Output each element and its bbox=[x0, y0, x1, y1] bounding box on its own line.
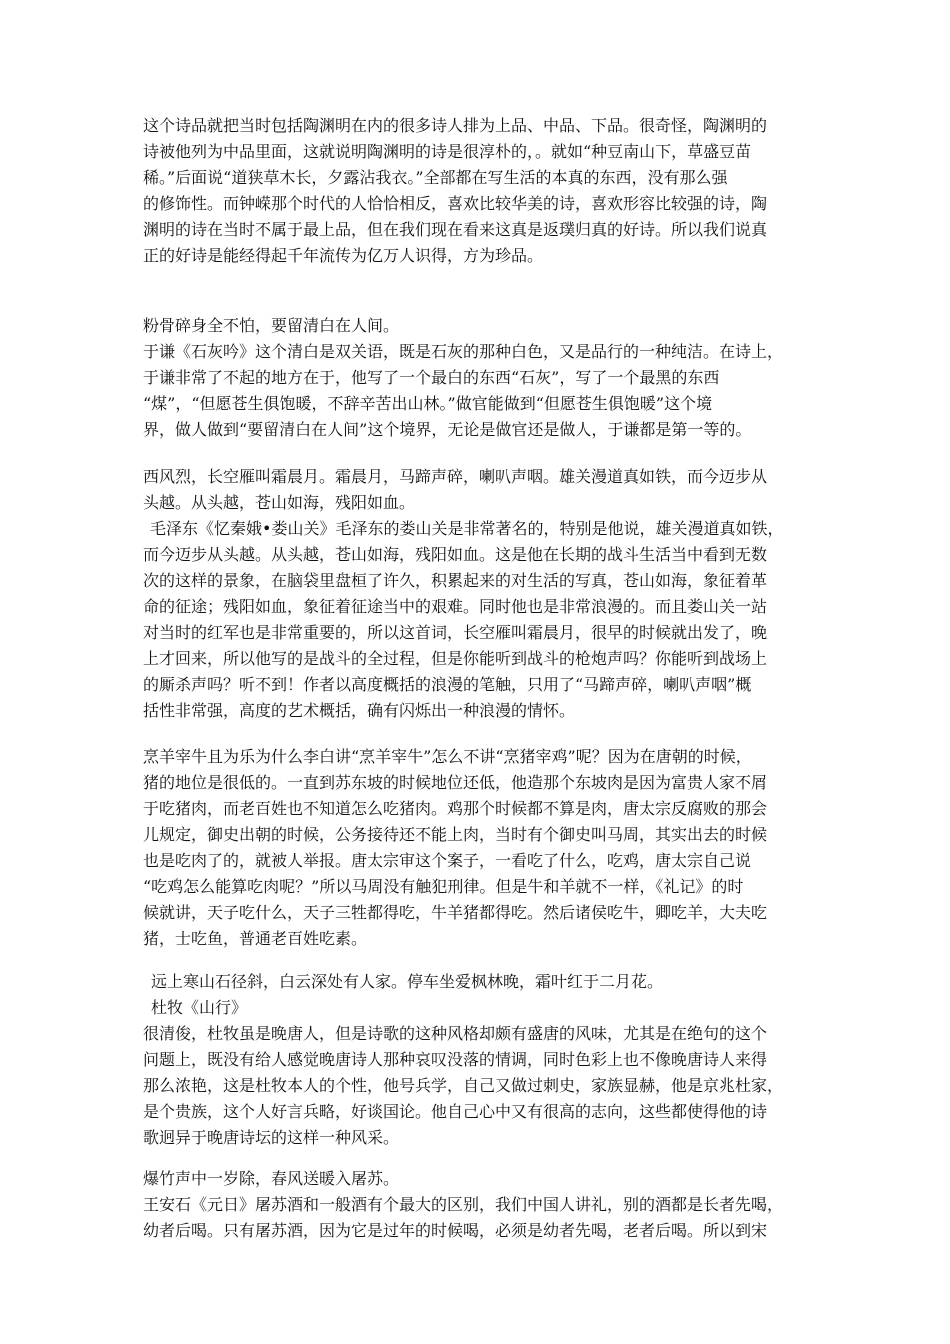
poem-line: 西风烈，长空雁叫霜晨月。霜晨月，马蹄声碎，喇叭声咽。雄关漫道真如铁，而今迈步从 bbox=[143, 467, 768, 486]
text-line: 命的征途；残阳如血，象征着征途当中的艰难。同时他也是非常浪漫的。而且娄山关一站 bbox=[143, 597, 768, 616]
text-line: 很清俊，杜牧虽是晚唐人，但是诗歌的这种风格却颇有盛唐的风味，尤其是在绝句的这个 bbox=[143, 1024, 768, 1043]
poem-line: 远上寒山石径斜，白云深处有人家。停车坐爱枫林晚，霜叶红于二月花。 bbox=[151, 972, 664, 991]
text-line: 次的这样的景象，在脑袋里盘桓了许久，积累起来的对生活的写真，苍山如海，象征着革 bbox=[143, 571, 768, 590]
text-line: 上才回来，所以他写的是战斗的全过程，但是你能听到战斗的枪炮声吗？你能听到战场上 bbox=[143, 649, 768, 668]
text-line: 幼者后喝。只有屠苏酒，因为它是过年的时候喝，必须是幼者先喝，老者后喝。所以到宋 bbox=[143, 1221, 768, 1240]
text-line: 稀。”后面说“道狭草木长，夕露沾我衣。”全部都在写生活的本真的东西，没有那么强 bbox=[143, 168, 728, 187]
text-line: 猪，士吃鱼，普通老百姓吃素。 bbox=[143, 929, 368, 948]
text-line: 儿规定，御史出朝的时候，公务接待还不能上肉，当时有个御史叫马周，其实出去的时候 bbox=[143, 825, 768, 844]
text-line: “吃鸡怎么能算吃肉呢？”所以马周没有触犯刑律。但是牛和羊就不一样，《礼记》的时 bbox=[143, 877, 744, 896]
poem-line: 爆竹声中一岁除，春风送暖入屠苏。 bbox=[143, 1169, 400, 1188]
text-line: 毛泽东《忆秦娥•娄山关》毛泽东的娄山关是非常著名的，特别是他说，雄关漫道真如铁， bbox=[150, 519, 784, 538]
text-line: 那么浓艳，这是杜牧本人的个性，他号兵学，自己又做过刺史，家族显赫，他是京兆杜家， bbox=[143, 1076, 784, 1095]
text-line: 于谦《石灰吟》这个清白是双关语，既是石灰的那种白色，又是品行的一种纯洁。在诗上， bbox=[143, 342, 784, 361]
text-line: 这个诗品就把当时包括陶渊明在内的很多诗人排为上品、中品、下品。很奇怪，陶渊明的 bbox=[143, 116, 768, 135]
poem-attribution: 杜牧《山行》 bbox=[151, 998, 248, 1017]
text-line: 渊明的诗在当时不属于最上品，但在我们现在看来这真是返璞归真的好诗。所以我们说真 bbox=[143, 220, 768, 239]
text-line: 诗被他列为中品里面，这就说明陶渊明的诗是很淳朴的，。就如“种豆南山下，草盛豆苗 bbox=[143, 142, 752, 161]
text-line: 王安石《元日》屠苏酒和一般酒有个最大的区别，我们中国人讲礼，别的酒都是长者先喝， bbox=[143, 1195, 784, 1214]
text-line: 是个贵族，这个人好言兵略，好谈国论。他自己心中又有很高的志向，这些都使得他的诗 bbox=[143, 1102, 768, 1121]
text-line: 问题上，既没有给人感觉晚唐诗人那种哀叹没落的情调，同时色彩上也不像晚唐诗人来得 bbox=[143, 1050, 768, 1069]
poem-line: 头越。从头越，苍山如海，残阳如血。 bbox=[143, 493, 416, 512]
text-line: “煤”，“但愿苍生俱饱暖，不辞辛苦出山林。”做官能做到“但愿苍生俱饱暖”这个境 bbox=[143, 394, 713, 413]
text-line: 歌迥异于晚唐诗坛的这样一种风采。 bbox=[143, 1128, 400, 1147]
text-line: 候就讲，天子吃什么，天子三牲都得吃，牛羊猪都得吃。然后诸侯吃牛，卿吃羊，大夫吃 bbox=[143, 903, 768, 922]
text-line: 而今迈步从头越。从头越，苍山如海，残阳如血。这是他在长期的战斗生活当中看到无数 bbox=[143, 545, 768, 564]
text-line: 对当时的红军也是非常重要的，所以这首词，长空雁叫霜晨月，很早的时候就出发了，晚 bbox=[143, 623, 768, 642]
poem-line: 粉骨碎身全不怕，要留清白在人间。 bbox=[143, 316, 400, 335]
text-line: 猪的地位是很低的。一直到苏东坡的时候地位还低，他造那个东坡肉是因为富贵人家不屑 bbox=[143, 773, 768, 792]
text-line: 界，做人做到“要留清白在人间”这个境界，无论是做官还是做人，于谦都是第一等的。 bbox=[143, 420, 752, 439]
text-line: 于谦非常了不起的地方在于，他写了一个最白的东西“石灰”，写了一个最黑的东西 bbox=[143, 368, 720, 387]
text-line: 的修饰性。而钟嵘那个时代的人恰恰相反，喜欢比较华美的诗，喜欢形容比较强的诗，陶 bbox=[143, 194, 768, 213]
text-line: 正的好诗是能经得起千年流传为亿万人识得，方为珍品。 bbox=[143, 246, 544, 265]
text-line: 于吃猪肉，而老百姓也不知道怎么吃猪肉。鸡那个时候都不算是肉，唐太宗反腐败的那会 bbox=[143, 799, 768, 818]
text-line: 括性非常强，高度的艺术概括，确有闪烁出一种浪漫的情怀。 bbox=[143, 701, 576, 720]
text-line: 烹羊宰牛且为乐为什么李白讲“烹羊宰牛”怎么不讲“烹猪宰鸡”呢？因为在唐朝的时候， bbox=[143, 747, 752, 766]
text-line: 也是吃肉了的，就被人举报。唐太宗审这个案子，一看吃了什么，吃鸡，唐太宗自己说 bbox=[143, 851, 752, 870]
text-line: 的厮杀声吗？听不到！作者以高度概括的浪漫的笔触，只用了“马蹄声碎，喇叭声咽”概 bbox=[143, 675, 752, 694]
